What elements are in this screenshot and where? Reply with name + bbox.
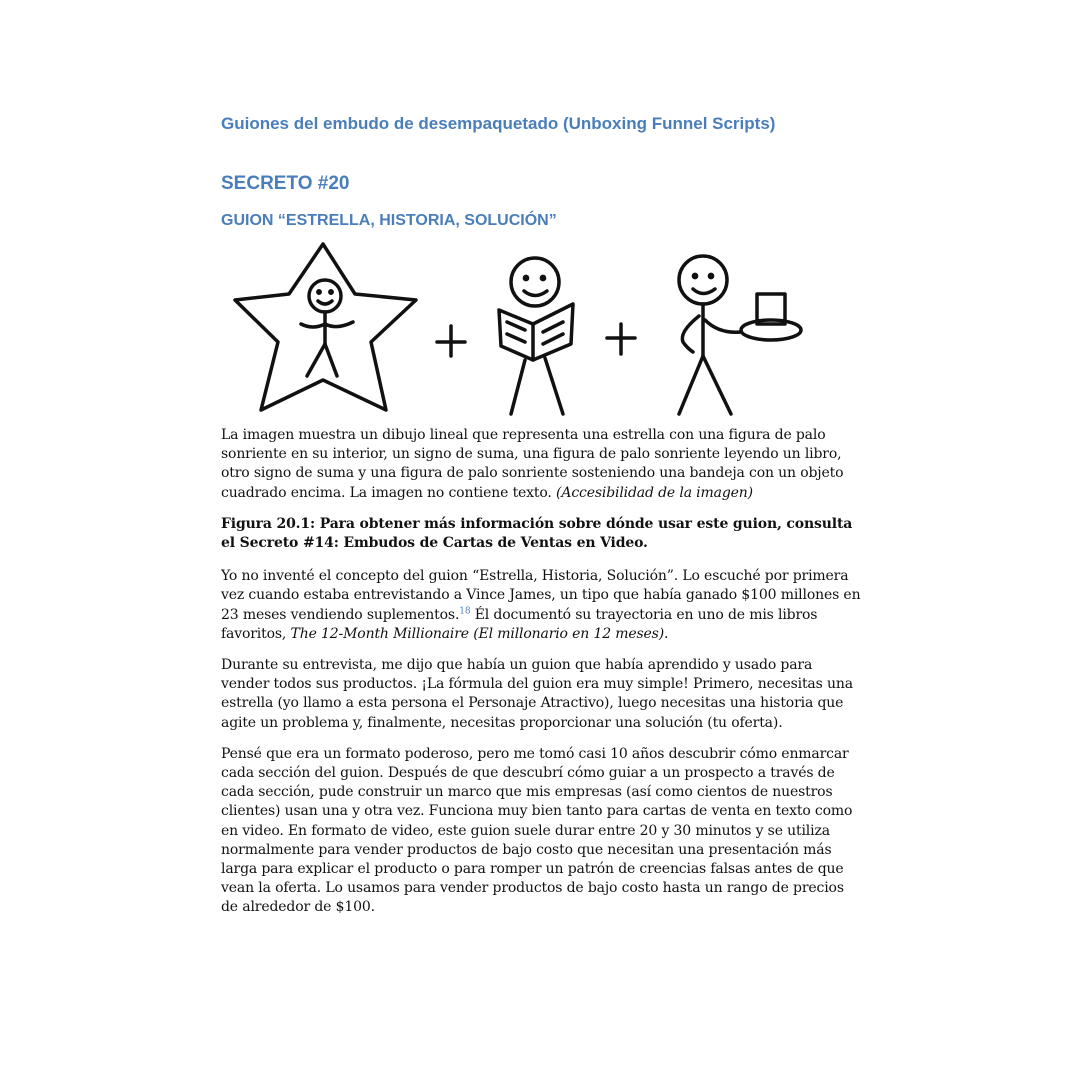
- accessibility-note: (Accesibilidad de la imagen): [556, 484, 753, 501]
- plus-sign-1: [437, 326, 465, 356]
- tray-stick-figure: [679, 256, 801, 414]
- plus-sign-2: [607, 324, 635, 354]
- book-title: The 12-Month Millionaire (El millonario en 12 meses): [290, 625, 665, 642]
- figure-illustration: [221, 238, 861, 418]
- paragraph-3: Pensé que era un formato poderoso, pero me tomó casi 10 años descubrir cómo enmarcar cada sección del guion. Después de que descubrí cómo guiar a un prospecto a través de cada sección, pude construir un marco que mis empresas (así como cientos de nuestros clientes) usan una y otra vez. Funciona muy bien tanto para cartas de venta en texto como en video. En formato de video, este guion suele durar entre 20 y 30 minutos y se utiliza normalmente para vender productos de bajo costo que necesitan una presentación más larga para explicar el producto o para romper un patrón de creencias falsas antes de que vean la oferta. Lo usamos para vender productos de bajo costo hasta un rango de precios de alrededor de $100.: [221, 745, 853, 916]
- footnote-reference[interactable]: 18: [459, 605, 471, 616]
- figure-caption: Figura 20.1: Para obtener más información sobre dónde usar este guion, consulta el Secreto #14: Embudos de Cartas de Ventas en Video.: [221, 515, 853, 552]
- running-title: Guiones del embudo de desempaquetado (Unboxing Funnel Scripts): [221, 114, 776, 133]
- star-stick-figure: [301, 280, 353, 376]
- paragraph-1-start: Yo no inventé el concepto del guion “Estrella, Historia, Solución”. Lo escuché por primera vez cuando estaba entrevistando a Vince James, un tipo que había ganado $100 millones en 23 meses vendiendo suplementos.: [221, 568, 861, 623]
- reading-stick-figure: [499, 258, 573, 414]
- star-story-solution-figure: [221, 238, 861, 418]
- paragraph-2: Durante su entrevista, me dijo que había un guion que había aprendido y usado para vender todos sus productos. ¡La fórmula del guion era muy simple! Primero, necesitas una estrella (yo llamo a esta persona el Personaje Atractivo), luego necesitas una historia que agite un problema y, finalmente, necesitas proporcionar una solución (tu oferta).: [221, 657, 853, 731]
- alt-description: La imagen muestra un dibujo lineal que representa una estrella con una figura de palo sonriente en su interior, un signo de suma, una figura de palo sonriente leyendo un libro, otro signo de suma y una figura de palo sonriente sosteniendo una bandeja con un objeto cuadrado encima. La imagen no contiene texto.: [221, 427, 844, 501]
- secret-heading: SECRETO #20: [221, 173, 350, 194]
- document-page: [221, 112, 861, 930]
- figure-alt-text: [221, 426, 861, 503]
- paragraph-1: [221, 567, 861, 644]
- script-heading: GUION “ESTRELLA, HISTORIA, SOLUCIÓN”: [221, 212, 557, 229]
- paragraph-1-end: .: [664, 625, 669, 642]
- paragraph-1-mid: Él documentó su trayectoria en uno de mis libros favoritos,: [221, 606, 818, 642]
